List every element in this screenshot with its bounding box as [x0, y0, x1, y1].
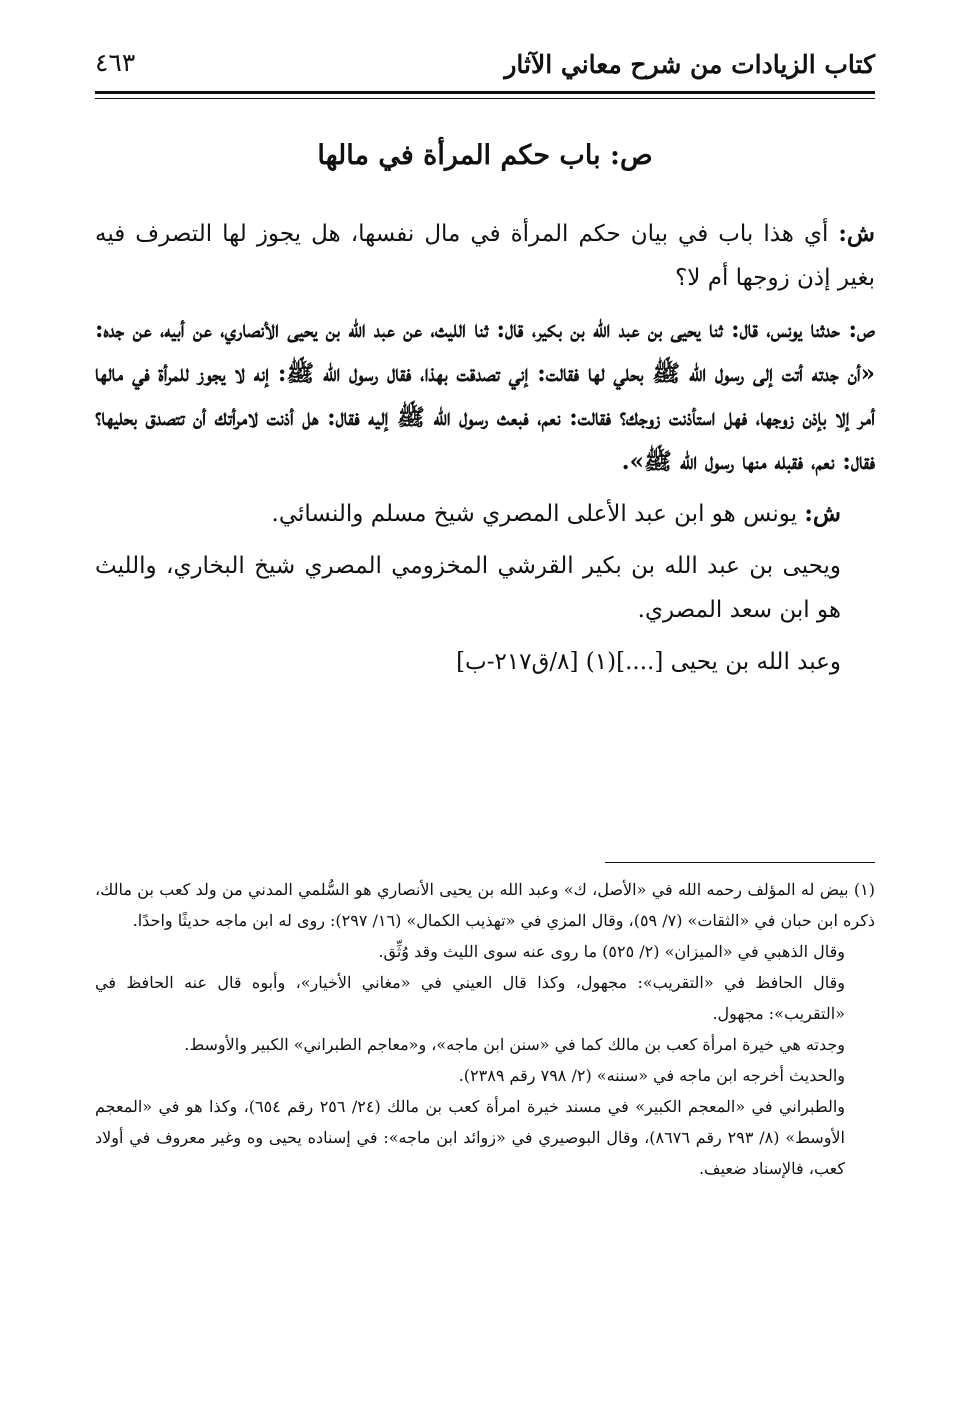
footnote-item: والحديث أخرجه ابن ماجه في «سننه» (٢/ ٧٩٨ رقم ٢٣٨٩).: [458, 1066, 845, 1085]
footnote-item: وقال الحافظ في «التقريب»: مجهول، وكذا قال العيني في «مغاني الأخيار»، وأبوه قال عنه الحافظ في «التقريب»: مجهول.: [95, 973, 845, 1023]
paragraph-text: حدثنا يونس، قال: ثنا يحيى بن عبد الله بن بكير، قال: ثنا الليث، عن عبد الله بن يحيى الأنصاري، عن أبيه، عن جده: «أن جدته أتت إلى رسول الله ﷺ بحلي لها فقالت: إني تصدقت بهذا، فقال رسول الله ﷺ: إنه لا يجوز للمرأة في مالها أمر إلا بإذن زوجها، فهل استأذنت زوجك؟ فقالت: نعم، فبعث رسول الله ﷺ إليه فقال: هل أذنت لامرأتك أن تتصدق بحليها؟ فقال: نعم، فقبله منها رسول الله ﷺ».: [95, 316, 875, 475]
footnote-item: وجدته هي خيرة امرأة كعب بن مالك كما في «سنن ابن ماجه»، و«معاجم الطبراني» الكبير والأوسط.: [184, 1035, 845, 1054]
paragraph-text: وعبد الله بن يحيى [....](١) [٨/ق٢١٧-ب]: [456, 649, 841, 675]
footnote-item: وقال الذهبي في «الميزان» (٢/ ٥٢٥) ما روى عنه سوى الليث وقد وُثِّق.: [378, 942, 845, 961]
paragraph-text: ويحيى بن عبد الله بن بكير القرشي المخزومي المصري شيخ البخاري، والليث هو ابن سعد المصري.: [95, 553, 841, 623]
paragraph-hadith: [95, 308, 875, 484]
paragraph-narrator: [95, 544, 875, 632]
footnote-separator: [605, 862, 875, 863]
paragraph-text: أي هذا باب في بيان حكم المرأة في مال نفسها، هل يجوز لها التصرف فيه بغير إذن زوجها أم لا؟: [95, 221, 875, 291]
footnote-item: (١) بيض له المؤلف رحمه الله في «الأصل، ك» وعبد الله بن يحيى الأنصاري هو السُّلمي المدني من ولد كعب بن مالك، ذكره ابن حبان في «الثقات» (٧/ ٥٩)، وقال المزي في «تهذيب الكمال» (١٦/ ٢٩٧): روى له ابن ماجه حديثًا واحدًا.: [95, 880, 875, 930]
page-header: [95, 44, 875, 92]
footnotes: [95, 874, 875, 1184]
paragraph-narrator-gap: [95, 640, 875, 684]
paragraph-lead: ش:: [838, 220, 875, 247]
main-text: [95, 212, 875, 692]
running-title: كتاب الزيادات من شرح معاني الآثار: [504, 50, 875, 79]
paragraph-lead: ش:: [804, 500, 841, 527]
paragraph-lead: ص:: [848, 316, 875, 343]
paragraph-commentary: [95, 492, 875, 536]
page-number: ٤٦٣: [95, 48, 136, 77]
paragraph-text: يونس هو ابن عبد الأعلى المصري شيخ مسلم والنسائي.: [271, 501, 798, 527]
header-rule-thick: [95, 91, 875, 94]
header-rule-thin: [95, 98, 875, 99]
chapter-heading: ص: باب حكم المرأة في مالها: [317, 140, 653, 171]
footnote-item: والطبراني في «المعجم الكبير» في مسند خيرة امرأة كعب بن مالك (٢٤/ ٢٥٦ رقم ٦٥٤)، وكذا هو في «المعجم الأوسط» (٨/ ٢٩٣ رقم ٨٦٧٦)، وقال البوصيري في «زوائد ابن ماجه»: في إسناده يحيى وه وغير معروف في أولاد كعب، فالإسناد ضعيف.: [95, 1097, 846, 1178]
paragraph-intro: [95, 212, 875, 300]
